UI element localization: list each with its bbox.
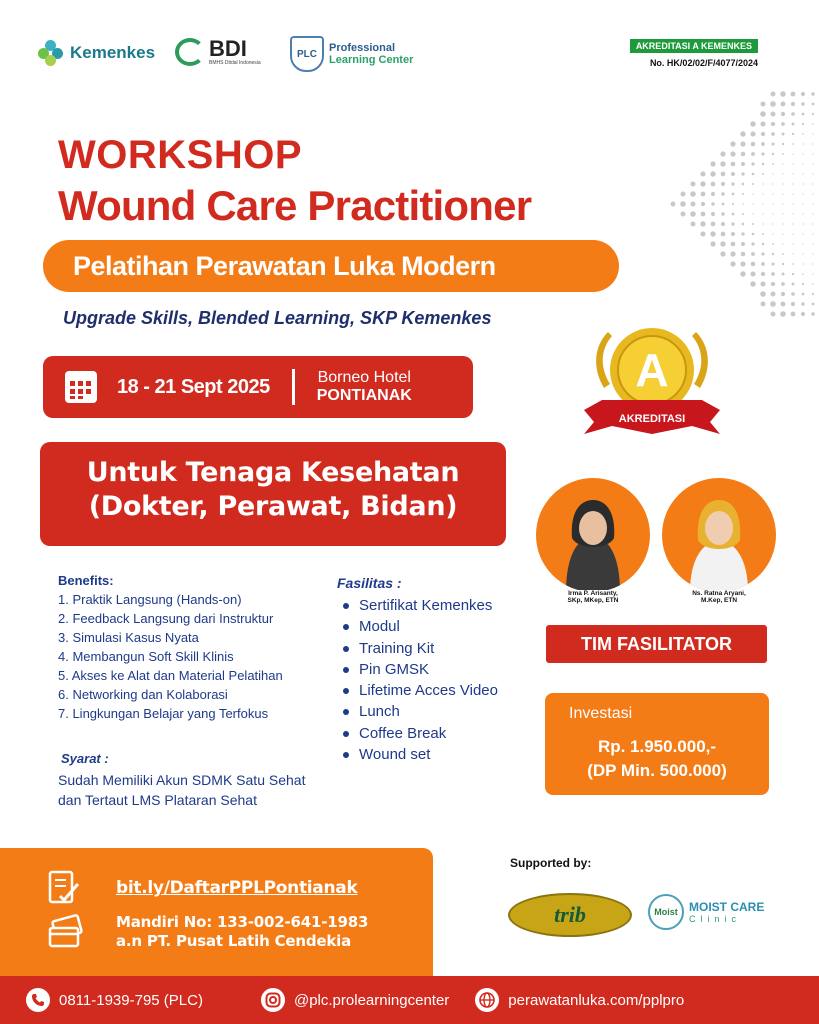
investasi-label: Investasi [569, 705, 633, 722]
list-item: 3. Simulasi Kasus Nyata [58, 630, 199, 645]
moist-care-mark-icon: Moist [648, 894, 684, 930]
list-item: 2. Feedback Langsung dari Instruktur [58, 611, 274, 626]
registration-box [0, 848, 433, 976]
kemenkes-text: Kemenkes [70, 43, 156, 62]
list-item: 5. Akses ke Alat dan Material Pelatihan [58, 668, 283, 683]
audience-line2: (Dokter, Perawat, Bidan) [88, 490, 458, 522]
tim-fasilitator-label: TIM FASILITATOR [546, 625, 767, 663]
event-venue: Borneo Hotel [317, 368, 411, 386]
audience-line1: Untuk Tenaga Kesehatan [86, 457, 460, 488]
list-item: Training Kit [337, 638, 498, 659]
facilitator-photo [536, 478, 650, 592]
svg-text:AKREDITASI: AKREDITASI [618, 413, 686, 425]
list-item: Sertifikat Kemenkes [337, 595, 498, 616]
list-item: Wound set [337, 744, 498, 765]
bdi-mark-icon [175, 38, 205, 66]
list-item: Lunch [337, 701, 498, 722]
fasilitas-heading: Fasilitas : [337, 575, 402, 591]
kemenkes-logo [38, 40, 155, 66]
registration-link[interactable]: bit.ly/DaftarPPLPontianak [116, 878, 358, 898]
akreditasi-badge: AKREDITASI A KEMENKES [630, 39, 758, 53]
footer-phone: 0811-1939-795 (PLC) [59, 991, 203, 1009]
bdi-text: BDI [209, 36, 247, 61]
tagline: Upgrade Skills, Blended Learning, SKP Kemenkes [63, 308, 492, 328]
event-date: 18 - 21 Sept 2025 [117, 375, 270, 398]
phone-icon [26, 988, 50, 1012]
benefits-heading: Benefits: [58, 573, 114, 588]
akreditasi-number: No. HK/02/02/F/4077/2024 [649, 58, 758, 68]
facilitator-name: Irma P. Arisanty, SKp, MKep, ETN [536, 590, 650, 605]
investasi-box [545, 693, 769, 795]
syarat-heading: Syarat : [61, 751, 109, 766]
list-item: 7. Lingkungan Belajar yang Terfokus [58, 706, 269, 721]
investasi-price: Rp. 1.950.000,- (DP Min. 500.000) [587, 737, 727, 780]
bdi-logo [175, 38, 261, 66]
footer-website: perawatanluka.com/pplpro [508, 991, 685, 1009]
footer-bar [0, 976, 819, 1024]
plc-logo [290, 36, 413, 72]
calendar-icon [65, 371, 97, 403]
title-main: Wound Care Practitioner [58, 182, 532, 229]
title-workshop: WORKSHOP [58, 133, 302, 177]
event-city: PONTIANAK [316, 387, 412, 404]
plc-line2: Learning Center [329, 54, 414, 67]
instagram-icon [261, 988, 285, 1012]
footer-instagram: @plc.prolearningcenter [293, 991, 450, 1009]
facilitator-name: Ns. Ratna Aryani, M.Kep, ETN [662, 590, 776, 605]
list-item: Lifetime Acces Video [337, 680, 498, 701]
list-item: Coffee Break [337, 723, 498, 744]
divider [292, 369, 295, 405]
list-item: Pin GMSK [337, 659, 498, 680]
list-item: 6. Networking dan Kolaborasi [58, 687, 228, 702]
audience-box [40, 442, 506, 546]
syarat-section [58, 751, 308, 810]
akreditasi-medal-icon [582, 318, 722, 446]
bank-account-info: Mandiri No: 133-002-641-1983 a.n PT. Pusat Latih Cendekia [116, 913, 369, 950]
kemenkes-mark-icon [38, 40, 64, 66]
globe-icon [475, 988, 499, 1012]
form-icon [48, 870, 80, 906]
facilitator-photo [662, 478, 776, 592]
syarat-text: Sudah Memiliki Akun SDMK Satu Sehat dan Tertaut LMS Plataran Sehat [58, 772, 306, 808]
moist-care-logo: Moist MOIST CARE Clinic [648, 894, 764, 930]
subtitle-pill: Pelatihan Perawatan Luka Modern [43, 240, 619, 292]
supported-by-label: Supported by: [510, 856, 592, 870]
fasilitas-list [337, 575, 498, 765]
event-location [317, 369, 412, 406]
plc-line1: Professional [329, 41, 396, 54]
benefits-list [58, 573, 283, 723]
plc-shield-icon: PLC [290, 36, 324, 72]
list-item: 1. Praktik Langsung (Hands-on) [58, 592, 242, 607]
list-item: Modul [337, 616, 498, 637]
event-date-box [43, 356, 473, 418]
bdi-subtext: BMHS Ditdal Indonesia [209, 60, 261, 66]
trib-logo: trib [508, 893, 632, 937]
card-payment-icon [48, 914, 84, 950]
list-item: 4. Membangun Soft Skill Klinis [58, 649, 234, 664]
dots-decoration [659, 90, 819, 320]
svg-text:A: A [635, 344, 669, 396]
